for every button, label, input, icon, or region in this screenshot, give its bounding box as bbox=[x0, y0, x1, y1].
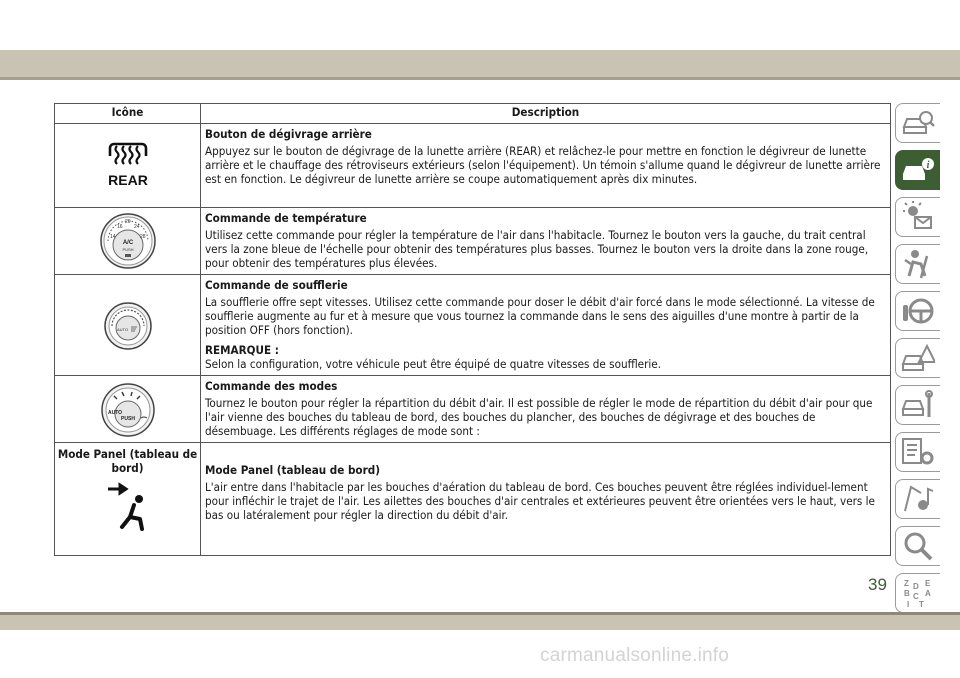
panel-mode-label: Mode Panel (tableau de bord) bbox=[57, 447, 198, 475]
temp-mid-label: 20 bbox=[124, 219, 131, 225]
car-triangle-icon bbox=[901, 342, 935, 374]
row-text: Tournez le bouton pour régler la répartition du débit d'air. Il est possible de régler le mode de répartition du débit d'air pour que l'air vienne des bouches du tableau de bord, des bouches du plancher, des bouches de dégivrage et des bouches de désembuage. Les différents réglages de mode sont : bbox=[205, 396, 873, 438]
tab-index[interactable] bbox=[895, 573, 940, 613]
push-label: PUSH bbox=[121, 247, 134, 252]
index-letter: A bbox=[925, 589, 931, 598]
index-letter: T bbox=[919, 600, 924, 609]
mode-knob-icon bbox=[100, 382, 156, 438]
icon-cell bbox=[55, 208, 201, 275]
tab-car-search[interactable] bbox=[895, 103, 940, 143]
steering-wheel-icon bbox=[901, 295, 935, 327]
blower-knob-icon bbox=[103, 301, 153, 351]
tab-multimedia[interactable] bbox=[895, 479, 940, 519]
description-cell bbox=[201, 208, 891, 275]
row-text: Utilisez cette commande pour régler la température de l'air dans l'habitacle. Tournez le bouton vers la gauche, du trait central vers la zone bleue de l'échelle pour obtenir des températures plus basses. Tournez le bouton vers la droite dans la zone rouge, pour obtenir des températures plus élevées. bbox=[205, 228, 869, 270]
description-cell bbox=[201, 443, 891, 556]
table-row bbox=[55, 275, 891, 376]
rear-defrost-icon bbox=[98, 132, 158, 190]
push-mode-label: PUSH bbox=[120, 416, 135, 422]
temp-max-label: 28 bbox=[139, 234, 146, 240]
row-title: Bouton de dégivrage arrière bbox=[205, 127, 372, 141]
svg-text:i: i bbox=[926, 160, 930, 171]
top-band bbox=[0, 50, 960, 80]
description-cell bbox=[201, 124, 891, 208]
car-info-icon bbox=[901, 154, 935, 186]
row-text: La soufflerie offre sept vitesses. Utilisez cette commande pour doser le débit d'air forcé dans le mode sélectionné. La vitesse de soufflerie augmente au fur et à mesure que vous tournez la commande dans le sens des aiguilles d'une montre à partir de la position OFF (hors fonction). bbox=[205, 295, 875, 337]
description-cell bbox=[201, 376, 891, 443]
auto-mode-label: AUTO bbox=[107, 410, 122, 416]
index-letter: B bbox=[904, 589, 910, 598]
icon-cell bbox=[55, 275, 201, 376]
index-letter: Z bbox=[904, 579, 909, 588]
page-number: 39 bbox=[868, 575, 887, 594]
index-letter: D bbox=[913, 582, 919, 591]
tab-car-info[interactable] bbox=[895, 150, 940, 190]
search-icon bbox=[901, 530, 935, 562]
airbag-person-icon bbox=[901, 248, 935, 280]
row-title: Mode Panel (tableau de bord) bbox=[205, 463, 380, 477]
table-row bbox=[55, 376, 891, 443]
index-letter: I bbox=[907, 600, 910, 609]
temp-low-label: 16 bbox=[116, 224, 123, 230]
table-row bbox=[55, 443, 891, 556]
specs-gear-icon bbox=[901, 436, 935, 468]
icon-cell bbox=[55, 124, 201, 208]
multimedia-icon bbox=[901, 483, 935, 515]
panel-mode-icon bbox=[104, 481, 152, 533]
description-cell bbox=[201, 275, 891, 376]
index-letter: C bbox=[913, 592, 919, 601]
header-icon: Icône bbox=[55, 104, 201, 124]
ac-label: A/C bbox=[122, 240, 133, 246]
row-text: Appuyez sur le bouton de dégivrage de la lunette arrière (REAR) et relâchez-le pour mettre en fonction le dégivreur de lunette arrière et le chauffage des rétroviseurs extérieurs (selon l'équipement). Un témoin s'allume quand le dégivreur de lunette arrière est en fonction. Le dégivreur de lunette arrière se coupe automatiquement après dix minutes. bbox=[205, 144, 881, 186]
tab-emergency[interactable] bbox=[895, 338, 940, 378]
row-title: Commande de soufflerie bbox=[205, 278, 348, 292]
watermark: carmanualsonline.info bbox=[540, 645, 730, 666]
note-text: Selon la configuration, votre véhicule peut être équipé de quatre vitesses de soufflerie. bbox=[205, 357, 662, 371]
tab-search[interactable] bbox=[895, 526, 940, 566]
table-row bbox=[55, 124, 891, 208]
controls-table bbox=[54, 103, 891, 556]
index-letters-icon bbox=[901, 577, 935, 609]
note-title: REMARQUE : bbox=[205, 343, 279, 357]
car-wrench-icon bbox=[901, 389, 935, 421]
icon-cell bbox=[55, 376, 201, 443]
row-text: L'air entre dans l'habitacle par les bouches d'aération du tableau de bord. Ces bouches peuvent être réglées individuel-lement pour infléchir le trajet de l'air. Les ailettes des bouches d'air centrales et extérieures peuvent être orientées vers le haut, vers le bas ou latéralement pour régler la direction du débit d'air. bbox=[205, 480, 875, 522]
auto-label: AUTO bbox=[116, 327, 128, 332]
icon-cell bbox=[55, 443, 201, 556]
warning-light-icon bbox=[901, 201, 935, 233]
chapter-tabs bbox=[895, 103, 941, 620]
tab-maintenance[interactable] bbox=[895, 385, 940, 425]
rear-label: REAR bbox=[107, 172, 148, 188]
tab-safety[interactable] bbox=[895, 244, 940, 284]
header-description: Description bbox=[201, 104, 891, 124]
tab-starting[interactable] bbox=[895, 291, 940, 331]
row-title: Commande des modes bbox=[205, 379, 338, 393]
temperature-knob-icon bbox=[98, 211, 158, 271]
index-letter: E bbox=[925, 579, 931, 588]
car-search-icon bbox=[901, 107, 935, 139]
bottom-band bbox=[0, 612, 960, 630]
temp-high-label: 24 bbox=[133, 224, 140, 230]
row-title: Commande de température bbox=[205, 211, 367, 225]
tab-specs[interactable] bbox=[895, 432, 940, 472]
temp-min-label: 14 bbox=[109, 234, 116, 240]
table-row bbox=[55, 208, 891, 275]
table-header-row bbox=[55, 104, 891, 124]
tab-warning-lights[interactable] bbox=[895, 197, 940, 237]
